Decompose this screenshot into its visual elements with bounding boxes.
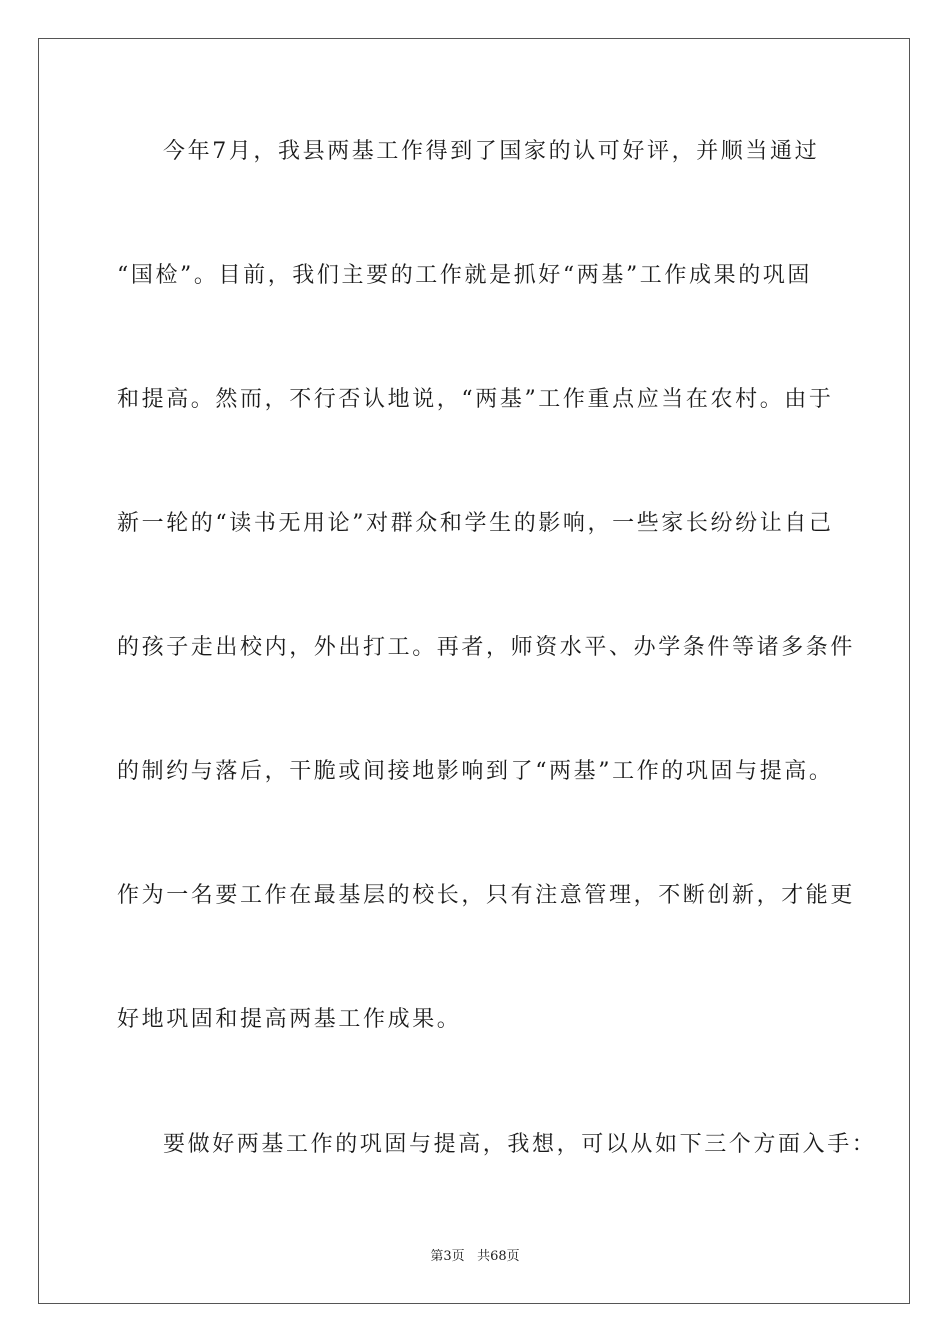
paragraph-1-line-1: 今年7月，我县两基工作得到了国家的认可好评，并顺当通过 (163, 139, 820, 164)
paragraph-1-line-6: 的制约与落后，干脆或间接地影响到了“两基”工作的巩固与提高。 (117, 759, 834, 784)
paragraph-1-line-8: 好地巩固和提高两基工作成果。 (117, 1007, 462, 1032)
paragraph-1-line-5: 的孩子走出校内，外出打工。再者，师资水平、办学条件等诸多条件 (117, 635, 856, 660)
paragraph-1-line-2: “国检”。目前，我们主要的工作就是抓好“两基”工作成果的巩固 (117, 263, 812, 288)
paragraph-2-line-1: 要做好两基工作的巩固与提高，我想，可以从如下三个方面入手： (163, 1132, 877, 1157)
paragraph-1-line-7: 作为一名要工作在最基层的校长，只有注意管理，不断创新，才能更 (117, 883, 856, 908)
paragraph-1-line-3: 和提高。然而，不行否认地说，“两基”工作重点应当在农村。由于 (117, 387, 834, 412)
page-number: 第3页 (430, 1249, 465, 1264)
page-footer (0, 1248, 950, 1266)
page-total: 共68页 (477, 1249, 520, 1264)
paragraph-1-line-4: 新一轮的“读书无用论”对群众和学生的影响，一些家长纷纷让自己 (117, 511, 834, 536)
page-border (38, 38, 910, 1304)
